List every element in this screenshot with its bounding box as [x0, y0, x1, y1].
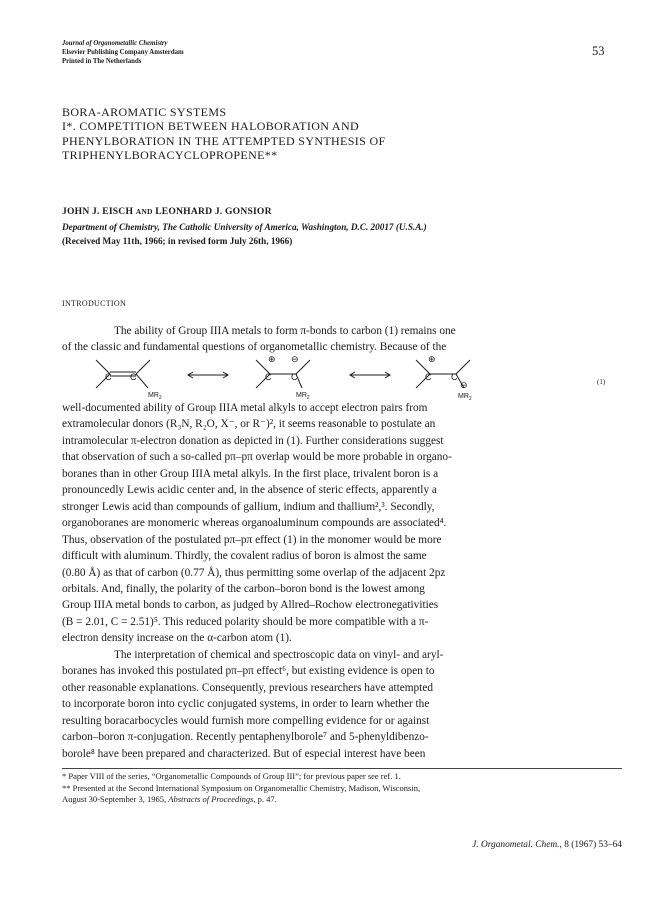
- svg-text:C: C: [265, 372, 272, 382]
- title-line-1: BORA-AROMATIC SYSTEMS: [62, 105, 227, 119]
- text-line: stronger Lewis acid than compounds of gallium, indium and thallium²,³. Secondly,: [62, 500, 435, 513]
- text-line: well-documented ability of Group IIIA metal alkyls to accept electron pairs from: [62, 402, 428, 414]
- title-line-2: I*. COMPETITION BETWEEN HALOBORATION AND: [62, 119, 359, 134]
- text-line: to incorporate boron into cyclic conjugated systems, in order to learn whether the: [62, 698, 430, 711]
- carbon-label: C: [105, 372, 112, 382]
- journal-citation: J. Organometal. Chem., 8 (1967) 53–64: [472, 840, 622, 850]
- journal-name: Journal of Organometallic Chemistry: [62, 40, 168, 47]
- text-line: The ability of Group IIIA metals to form π-bonds to carbon (1) remains one: [114, 325, 456, 337]
- author-1: JOHN J. EISCH: [62, 206, 134, 217]
- page-number: 53: [592, 44, 605, 58]
- svg-text:MR2: $MR_2$: [296, 392, 310, 400]
- minus-charge: ⊖: [291, 354, 299, 364]
- text-line: electron density increase on the α-carbon atom (1).: [62, 632, 292, 645]
- text-line: (0.80 Å) as that of carbon (0.77 Å), thus permitting some overlap of the adjacent 2pz: [62, 566, 446, 579]
- author-2: LEONHARD J. GONSIOR: [155, 206, 272, 217]
- department: Department of Chemistry, The Catholic University of America, Washington, D.C. 20017 (U.S.A.): [62, 222, 427, 232]
- author-and: AND: [135, 207, 153, 216]
- footnote-1: * Paper VIII of the series, “Organometallic Compounds of Group III”; for previous paper see ref. 1.: [62, 771, 401, 781]
- metal-label: $MR_2$: [148, 392, 162, 400]
- svg-text:C: C: [451, 372, 458, 382]
- intro-paragraph-3: [62, 647, 621, 762]
- text-line: (B = 2.01, C = 2.51)⁵. This reduced polarity should be more compatible with a π-: [62, 615, 429, 628]
- author-line: [62, 206, 272, 217]
- svg-text:⊖: ⊖: [460, 380, 468, 390]
- text-line: extramolecular donors (R₃N, R₂O, X⁻, or R⁻)², it seems reasonable to postulate an: [62, 418, 436, 431]
- footnote-2: ** Presented at the Second International Symposium on Organometallic Chemistry, Madison, Wisconsin, August 30-September 3, 1965, Abstracts of Proceedings, p. 47.: [62, 783, 421, 805]
- title-line-3: PHENYLBORATION IN THE ATTEMPTED SYNTHESIS OF: [62, 133, 386, 148]
- svg-text:⊕: ⊕: [428, 354, 436, 364]
- svg-text:C: C: [130, 372, 137, 382]
- text-line: resulting boracarbocycles would furnish more compelling evidence for or against: [62, 714, 430, 727]
- svg-text:C: C: [425, 372, 432, 382]
- affiliation-block: [62, 221, 622, 248]
- text-line: carbon–boron π-conjugation. Recently pentaphenylborole⁷ and 5-phenyldibenzo-: [62, 731, 429, 744]
- text-line: that observation of such a so-called pπ–pπ overlap would be more probable in organo-: [62, 451, 452, 464]
- text-line: Group IIIA metal bonds to carbon, as judged by Allred–Rochow electronegativities: [62, 599, 439, 612]
- svg-text:C: C: [291, 372, 298, 382]
- text-line: organoboranes are monomeric whereas organoaluminum compounds are associated⁴.: [62, 517, 447, 530]
- text-line: Thus, observation of the postulated pπ–pπ effect (1) in the monomer would be more: [62, 533, 442, 546]
- text-line: intramolecular π-electron donation as depicted in (1). Further considerations suggest: [62, 434, 444, 447]
- text-line: other reasonable explanations. Consequently, previous researchers have attempted: [62, 681, 433, 694]
- text-line: of the classic and fundamental questions of organometallic chemistry. Because of the: [62, 341, 447, 354]
- text-line: difficult with aluminum. Thirdly, the covalent radius of boron is almost the same: [62, 550, 427, 563]
- printed-line: Printed in The Netherlands: [62, 58, 142, 65]
- svg-text:MR2: $MR_2$: [458, 393, 472, 400]
- intro-paragraph-2: [62, 400, 621, 647]
- received-dates: (Received May 11th, 1966; in revised form July 26th, 1966): [62, 235, 293, 246]
- text-line: boranes than in other Group IIIA metal alkyls. In the first place, trivalent boron is a: [62, 467, 439, 480]
- section-heading: INTRODUCTION: [62, 299, 127, 308]
- text-line: orbitals. And, finally, the polarity of the carbon–boron bond is the lowest among: [62, 582, 425, 595]
- resonance-structures: [88, 350, 628, 400]
- plus-charge: ⊕: [268, 354, 276, 364]
- resonance-arrow-1: [188, 372, 228, 378]
- text-line: The interpretation of chemical and spectroscopic data on vinyl- and aryl-: [114, 649, 444, 661]
- title-line-4: TRIPHENYLBORACYCLOPROPENE**: [62, 148, 278, 163]
- text-line: pronouncedly Lewis acidic center and, in the absence of steric effects, apparently a: [62, 484, 437, 497]
- journal-header: [62, 39, 184, 66]
- footnote-rule: [62, 768, 622, 769]
- publisher-line: Elsevier Publishing Company Amsterdam: [62, 49, 184, 56]
- resonance-arrow-2: [350, 372, 390, 378]
- article-title: [62, 105, 622, 163]
- text-line: borole⁸ have been prepared and characterized. But of especial interest have been: [62, 747, 426, 760]
- text-line: boranes has invoked this postulated pπ–pπ effect⁶, but existing evidence is open to: [62, 665, 435, 678]
- equation-number: (1): [597, 378, 606, 386]
